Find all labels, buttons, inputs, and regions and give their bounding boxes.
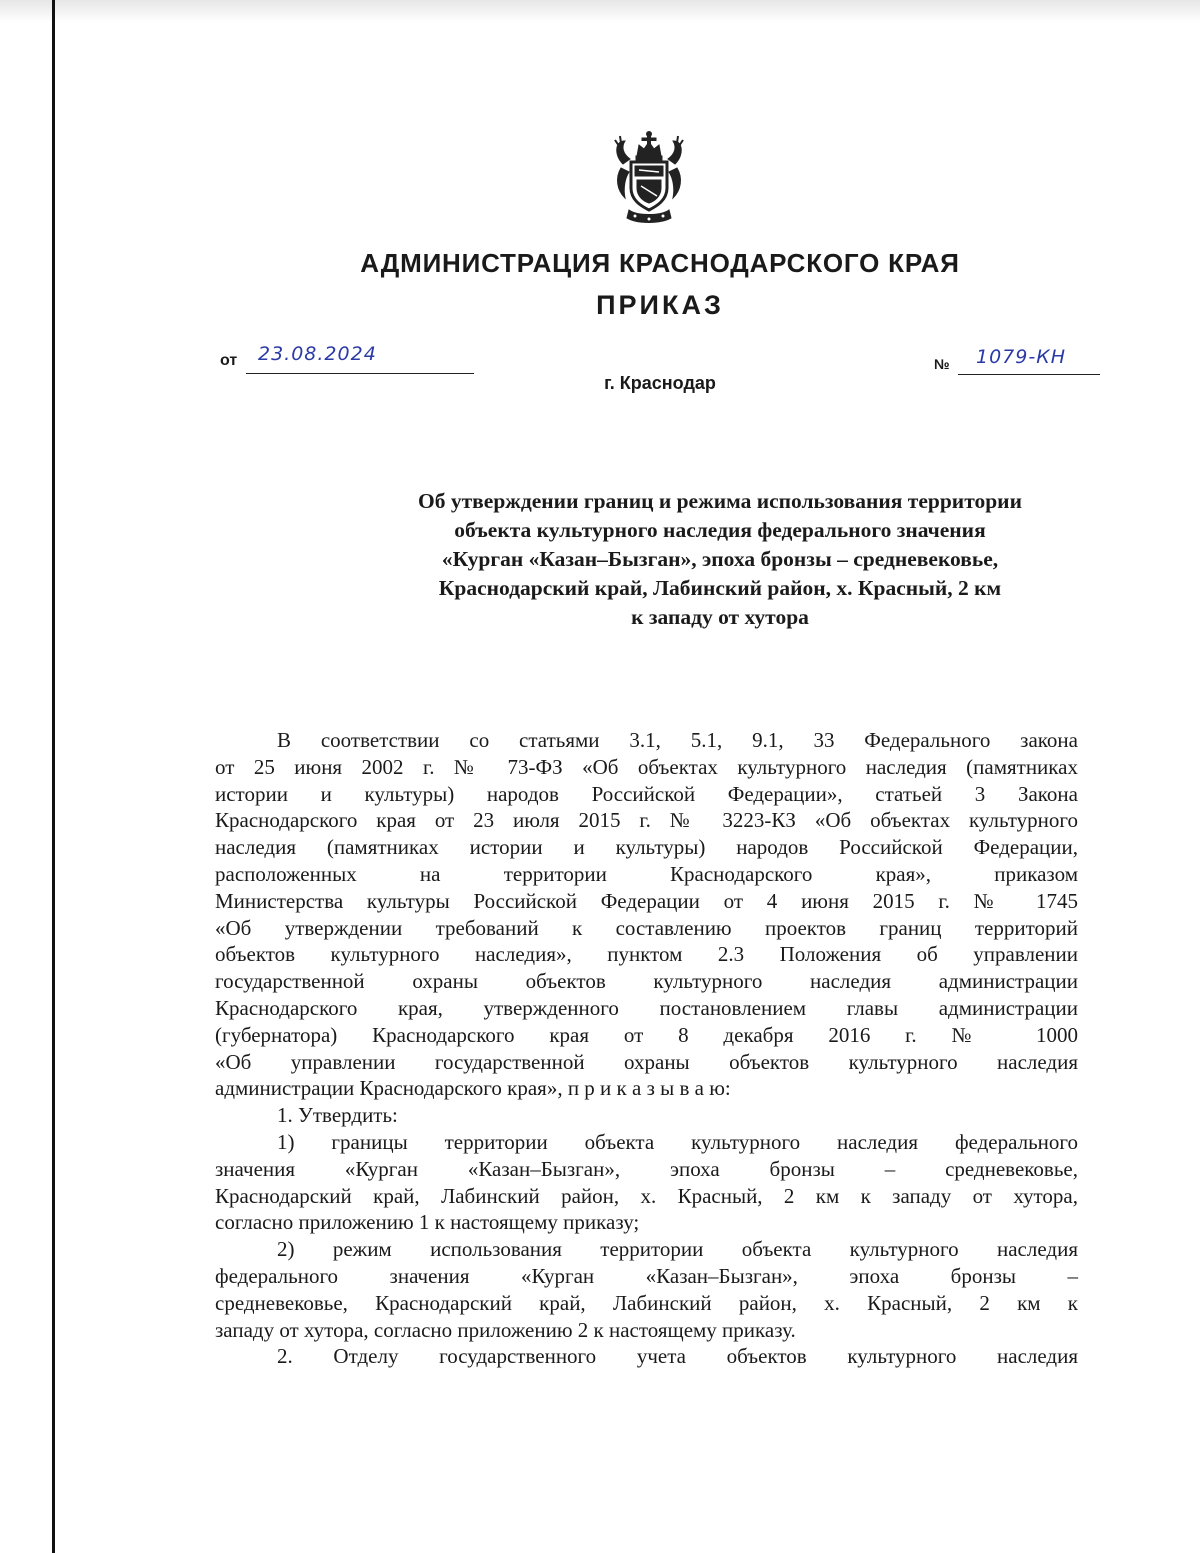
body-line: значения «Курган «Казан–Бызган», эпоха бронзы – средневековье,	[215, 1156, 1078, 1181]
body-line: от 25 июня 2002 г. № 73-ФЗ «Об объектах культурного наследия (памятниках	[215, 754, 1078, 779]
body-line: западу от хутора, согласно приложению 2 к настоящему приказу.	[215, 1317, 796, 1342]
city: г. Краснодар	[604, 373, 716, 393]
body-line: расположенных на территории Краснодарского края», приказом	[215, 861, 1078, 886]
body-line: «Об управлении государственной охраны объектов культурного наследия	[215, 1049, 1078, 1074]
body-line: (губернатора) Краснодарского края от 8 декабря 2016 г. № 1000	[215, 1022, 1078, 1047]
body-line: «Об утверждении требований к составлению проектов границ территорий	[215, 915, 1078, 940]
number-underline	[958, 374, 1100, 375]
body-line: администрации Краснодарского края», п р и к а з ы в а ю:	[215, 1076, 731, 1101]
body-line: 1) границы территории объекта культурного наследия федерального	[277, 1129, 1078, 1154]
body-line: В соответствии со статьями 3.1, 5.1, 9.1, 33 Федерального закона	[277, 728, 1078, 752]
body-line: государственной охраны объектов культурного наследия администрации	[215, 969, 1078, 994]
body-line: объектов культурного наследия», пунктом 2.3 Положения об управлении	[215, 942, 1078, 967]
organization-title: АДМИНИСТРАЦИЯ КРАСНОДАРСКОГО КРАЯ	[360, 248, 960, 278]
body-line: Краснодарский край, Лабинский район, х. Красный, 2 км к западу от хутора,	[215, 1183, 1078, 1208]
subject-line: Краснодарский край, Лабинский район, х. Красный, 2 км	[438, 576, 1002, 600]
scan-top-shadow	[0, 0, 1200, 22]
body-line: средневековье, Краснодарский край, Лабинский район, х. Красный, 2 км к	[215, 1290, 1078, 1315]
order-subject	[220, 487, 1200, 632]
coat-of-arms-icon	[611, 130, 687, 226]
body-line: Краснодарского края от 23 июля 2015 г. № 3223-КЗ «Об объектах культурного	[215, 808, 1078, 833]
body-line: 2. Отделу государственного учета объектов культурного наследия	[277, 1344, 1078, 1369]
scan-left-edge	[52, 0, 55, 1553]
order-body	[215, 727, 1078, 1370]
body-line: наследия (памятниках истории и культуры) народов Российской Федерации,	[215, 835, 1078, 860]
subject-line: Об утверждении границ и режима использования территории	[418, 489, 1022, 513]
number-value: 1079-КН	[976, 346, 1066, 368]
body-line: согласно приложению 1 к настоящему приказу;	[215, 1210, 640, 1235]
subject-line: к западу от хутора	[631, 605, 809, 629]
number-label: №	[934, 356, 950, 372]
body-line: федерального значения «Курган «Казан–Бызган», эпоха бронзы –	[215, 1263, 1078, 1288]
date-value: 23.08.2024	[258, 343, 377, 365]
body-line: истории и культуры) народов Российской Федерации», статьей 3 Закона	[215, 781, 1078, 806]
body-line: Министерства культуры Российской Федерации от 4 июня 2015 г. № 1745	[215, 888, 1078, 913]
body-line: Краснодарского края, утвержденного постановлением главы администрации	[215, 995, 1078, 1020]
subject-line: объекта культурного наследия федерального значения	[454, 518, 986, 542]
body-line: 1. Утвердить:	[277, 1103, 398, 1128]
date-label: от	[220, 352, 238, 369]
body-line: 2) режим использования территории объекта культурного наследия	[277, 1237, 1078, 1262]
document-type: ПРИКАЗ	[596, 290, 724, 320]
subject-line: «Курган «Казан–Бызган», эпоха бронзы – средневековье,	[441, 547, 999, 571]
